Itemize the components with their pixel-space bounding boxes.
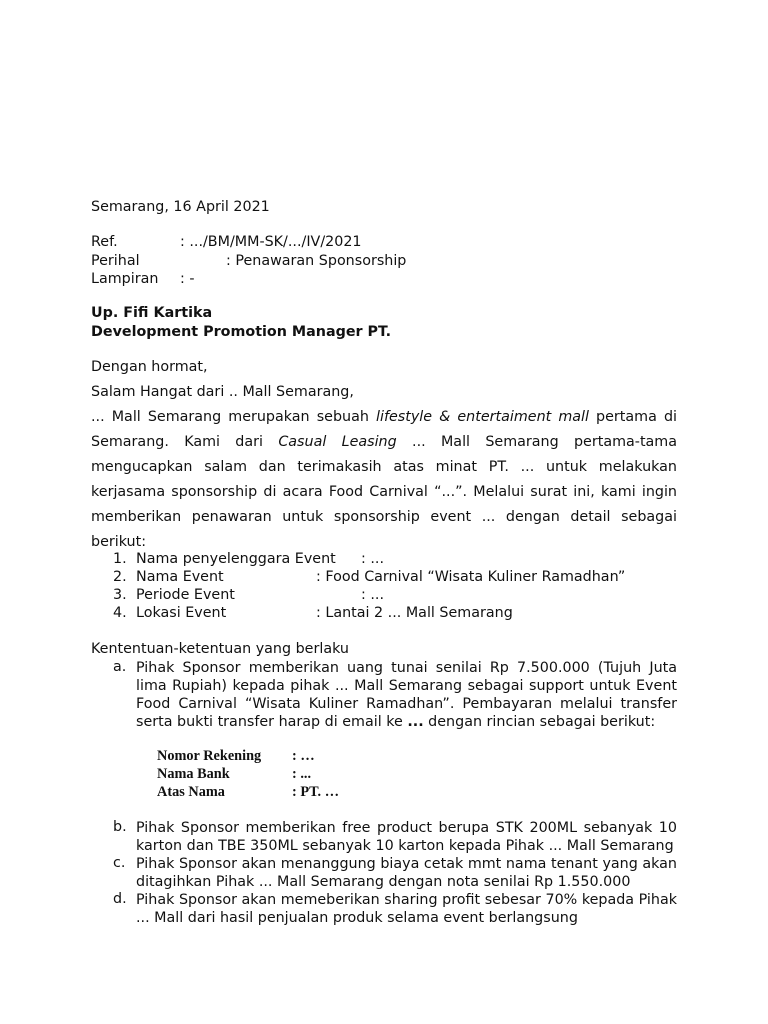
term-text: Pihak Sponsor akan menanggung biaya cetak mmt nama tenant yang akan ditagihkan Pihak ... Mall Semarang dengan nota senilai Rp 1.550.000	[136, 856, 677, 890]
term-text: Pihak Sponsor akan memeberikan sharing profit sebesar 70% kepada Pihak ... Mall dari hasil penjualan produk selama event berlangsung	[136, 892, 677, 926]
bank-value: : PT. …	[292, 784, 339, 800]
intro-text-1: ... Mall Semarang merupakan sebuah	[91, 409, 376, 425]
intro-text-3: ... Mall Semarang pertama-tama mengucapkan salam dan terimakasih atas minat PT. ... untuk melakukan kerjasama sponsorship di acara Food Carnival “...”. Melalui surat ini, kami ingin memberikan penawaran untuk sponsorship event ... dengan detail sebagai berikut:	[91, 434, 677, 550]
list-number: 2.	[113, 569, 127, 585]
terms-heading: Kententuan-ketentuan yang berlaku	[91, 641, 349, 657]
term-letter: d.	[113, 891, 127, 907]
term-text: Pihak Sponsor memberikan free product berupa STK 200ML sebanyak 10 karton dan TBE 350ML sebanyak 10 karton kepada Pihak ... Mall Semarang	[136, 820, 677, 854]
detail-label: Nama penyelenggara Event	[136, 551, 336, 567]
perihal-label: Perihal	[91, 253, 140, 269]
term-a-email: ...	[407, 714, 424, 730]
intro-text-2: pertama di Semarang. Kami dari	[91, 409, 677, 450]
recipient-name: Up. Fifi Kartika	[91, 305, 213, 321]
intro-italic-1: lifestyle & entertaiment mall	[376, 409, 589, 425]
list-number: 1.	[113, 551, 127, 567]
list-number: 3.	[113, 587, 127, 603]
term-a-text-end: dengan rincian sebagai berikut:	[423, 714, 656, 730]
lampiran-value: : -	[180, 271, 195, 287]
detail-label: Lokasi Event	[136, 605, 227, 621]
recipient-title: Development Promotion Manager PT.	[91, 324, 392, 340]
term-a-text: Pihak Sponsor memberikan uang tunai senilai Rp 7.500.000 (Tujuh Juta lima Rupiah) kepada pihak ... Mall Semarang sebagai support untuk Event Food Carnival “Wisata Kuliner Ramadhan”. Pembayaran melalui transfer serta bukti transfer harap di email ke	[136, 660, 677, 730]
intro-paragraph	[91, 405, 677, 555]
salam: Salam Hangat dari .. Mall Semarang,	[91, 384, 354, 400]
detail-value: : Food Carnival “Wisata Kuliner Ramadhan”	[316, 569, 626, 585]
lampiran-label: Lampiran	[91, 271, 159, 287]
detail-label: Periode Event	[136, 587, 235, 603]
intro-italic-2: Casual Leasing	[278, 434, 397, 450]
bank-label: Nomor Rekening	[157, 748, 262, 764]
term-letter: a.	[113, 659, 127, 675]
term-text	[136, 659, 677, 731]
list-number: 4.	[113, 605, 127, 621]
term-letter: c.	[113, 855, 126, 871]
detail-value: : ...	[361, 551, 384, 567]
bank-value: : …	[292, 748, 315, 764]
term-letter: b.	[113, 819, 127, 835]
detail-value: : Lantai 2 ... Mall Semarang	[316, 605, 513, 621]
ref-value: : .../BM/MM-SK/.../IV/2021	[180, 234, 362, 250]
ref-label: Ref.	[91, 234, 118, 250]
date-line: Semarang, 16 April 2021	[91, 199, 270, 215]
detail-label: Nama Event	[136, 569, 224, 585]
bank-label: Atas Nama	[157, 784, 225, 800]
detail-value: : ...	[361, 587, 384, 603]
bank-value: : ...	[292, 766, 312, 782]
greeting: Dengan hormat,	[91, 359, 208, 375]
bank-label: Nama Bank	[157, 766, 230, 782]
perihal-value: : Penawaran Sponsorship	[226, 253, 407, 269]
